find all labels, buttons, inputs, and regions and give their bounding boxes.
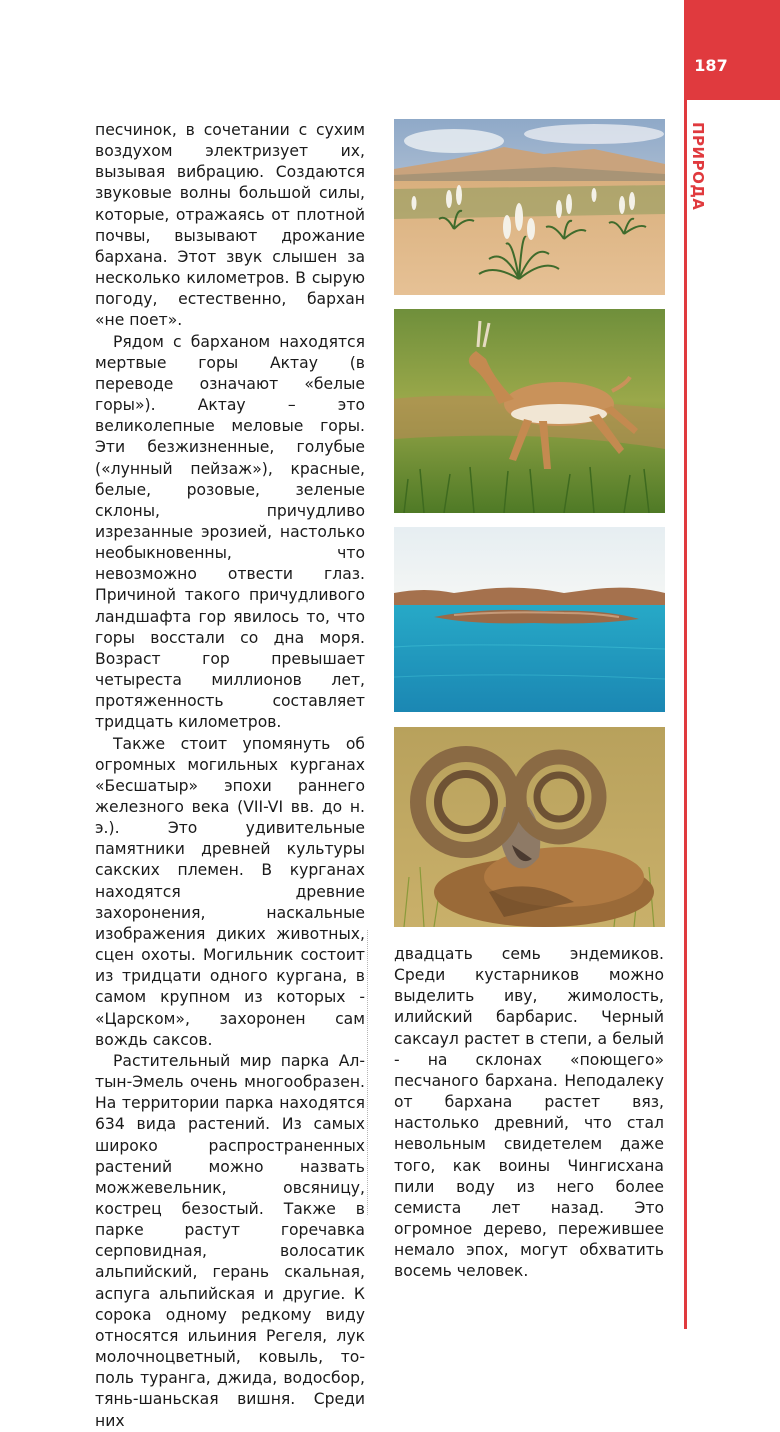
page-tab <box>684 0 780 100</box>
desert-dune-photo <box>394 119 665 295</box>
argali-ram-photo <box>394 727 665 927</box>
lake-photo <box>394 527 665 712</box>
paragraph: песчинок, в сочетании с сухим воздухом электризует их, вызывая вибрацию. Создаются звуковые волны большой силы, которые, отражаясь от плотной почвы, вызывают дрожание бархана. Этот звук слышен за несколько километров. В сырую погоду, естественно, бархан «не поет». <box>95 121 365 330</box>
right-text-column <box>394 944 664 1283</box>
page-number: 187 <box>694 56 728 75</box>
paragraph: двадцать семь эндемиков. Среди кустарников можно выделить иву, жимолость, илийский барбарис. Черный саксаул растет в степи, а белый - на склонах «поющего» песчаного бархана. Неподалеку от бархана растет вяз, настолько древний, что стал невольным свидетелем даже того, как воины Чингисхана пили воду из него более семиста лет назад. Это огромное дерево, пережившее немало эпох, могут обхватить восемь человек. <box>394 945 664 1281</box>
paragraph: Растительный мир парка Алтын-Эмель очень многообразен. На территории парка находятся 634 вида растений. Из самых широко распространенных растений можно назвать можжевельник, овсяницу, кострец безостый. Также в парке растут горечавка серповидная, волосатик альпийский, герань скальная, аспуга альпийская и другие. К сорока одному редкому виду относятся ильиния Регеля, лук молочноцветный, ковыль, тополь туранга, джида, водосбор, тянь-шаньская вишня. Среди них <box>95 1051 365 1430</box>
margin-rule <box>684 100 687 1329</box>
section-label: ПРИРОДА <box>689 122 707 211</box>
paragraph: Также стоит упомянуть об огромных могильных курганах «Бесшатыр» эпохи раннего железного века (VII-VI вв. до н. э.). Это удивительные памятники древней культуры сакских племен. В курганах находятся древние захоронения, наскальные изображения диких животных, сцен охоты. Могильник состоит из тридцати одного кургана, в самом крупном из которых - «Царском», захоронен сам вождь саксов. <box>95 734 365 1049</box>
saiga-antelope-photo <box>394 309 665 513</box>
left-text-column <box>95 120 365 1432</box>
paragraph: Рядом с барханом находятся мертвые горы Актау (в переводе означают «белые горы»). Актау – это великолепные меловые горы. Эти безжизненные, голубые («лунный пейзаж»), красные, белые, розовые, зеленые склоны, причудливо изрезанные эрозией, настолько необыкновенны, что невозможно отвести глаз. Причиной такого причудливого ландшафта гор явилось то, что горы восстали со дна моря. Возраст гор превышает четыреста миллионов лет, протяженность составляет тридцать километров. <box>95 332 365 732</box>
column-divider <box>367 930 368 1215</box>
